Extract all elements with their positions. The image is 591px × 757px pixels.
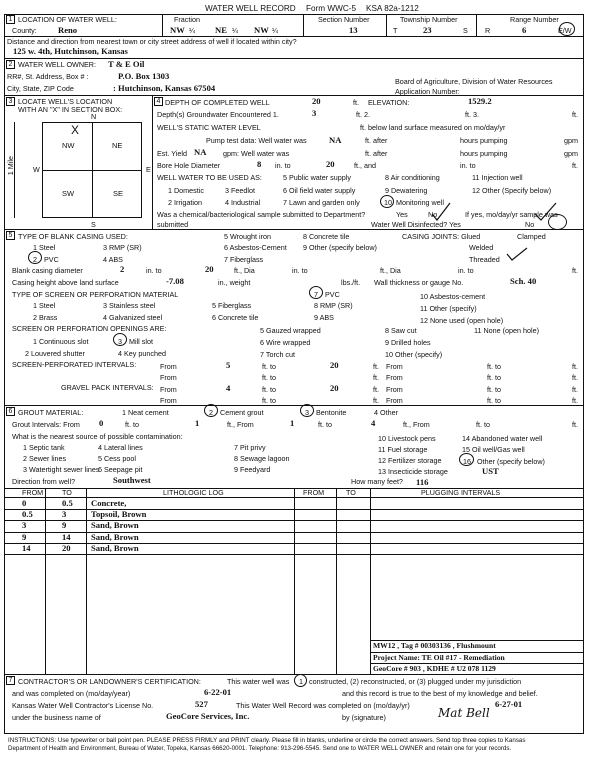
lithologic-log-header: LITHOLOGIC LOG (163, 488, 224, 497)
openings-label: SCREEN OR PERFORATION OPENINGS ARE: (12, 324, 167, 333)
address-label: RR#, St. Address, Box # : (7, 72, 89, 81)
elevation-value: 1529.2 (468, 96, 492, 106)
checkmarks (430, 200, 580, 224)
bore-value: 8 (257, 159, 262, 169)
locate-label-1: LOCATE WELL'S LOCATION (18, 97, 113, 106)
casing-label: TYPE OF BLANK CASING USED: (18, 232, 128, 241)
locate-label-2: WITH AN "X" IN SECTION BOX: (18, 105, 123, 114)
county-value: Reno (58, 25, 78, 35)
section-4-number: 4 (154, 97, 163, 106)
openings-mill-slot: Mill slot (129, 337, 153, 346)
ksa-number: KSA 82a-1212 (366, 4, 419, 13)
blank-diameter-value: 2 (120, 264, 125, 274)
mile-label: 1 Mile (5, 156, 15, 176)
fraction-label: Fraction (174, 15, 200, 24)
log-row-description: Sand, Brown (91, 542, 139, 553)
use-10-label: Monitoring well (396, 198, 444, 207)
log-row-from: 0.5 (22, 509, 33, 520)
log-row-description: Topsoil, Brown (91, 509, 147, 520)
feet-value: 116 (416, 477, 429, 487)
range-ew: E/W (558, 26, 572, 35)
log-row-to: 0.5 (62, 498, 73, 508)
screen-to-value: 20 (330, 360, 339, 370)
log-row-from: 3 (22, 520, 27, 531)
elevation-label: ELEVATION: (368, 98, 410, 107)
city-value: : Hutchinson, Kansas 67504 (113, 83, 216, 93)
distance-label: Distance and direction from nearest town or city street address of well if located within city? (7, 37, 297, 46)
constructed-circle (294, 674, 307, 687)
completed-value: 6-22-01 (204, 687, 232, 697)
grout-label: GROUT MATERIAL: (18, 408, 84, 417)
disinfected-label: Water Well Disinfected? Yes (371, 220, 461, 229)
instructions-line-1: INSTRUCTIONS: Use typewriter or ball point pen. PLEASE PRESS FIRMLY and PRINT clearly. Please fill in blanks, underline or circle the correct answers. Send top three copies to Kansas (8, 737, 526, 744)
direction-label: Direction from well? (12, 477, 76, 486)
section-2-number: 2 (6, 60, 15, 69)
log-row-description: Sand, Brown (91, 520, 139, 531)
pump-test-label: Pump test data: Well water was (206, 136, 307, 145)
log-row-divider (4, 554, 584, 555)
grout-bentonite: Bentonite (316, 408, 347, 417)
log-row-from: 0 (22, 498, 27, 508)
screen-pvc: PVC (325, 290, 340, 299)
openings-mill-slot-circle (113, 333, 127, 346)
section-number-value: 13 (349, 25, 358, 35)
blank-diameter-label: Blank casing diameter (12, 266, 83, 275)
section-7-number: 7 (6, 676, 15, 685)
gravel-to-value: 20 (330, 383, 339, 393)
yield-label: Est. Yield (157, 149, 187, 158)
bore-to-value: 20 (326, 159, 335, 169)
section-5-number: 5 (6, 231, 15, 240)
fraction-nw1: NW (170, 25, 185, 35)
depth-value: 20 (312, 96, 321, 106)
fraction-ne: NE (215, 25, 227, 35)
grout-cement-circle (204, 404, 218, 417)
range-value: 6 (522, 25, 527, 35)
grout-to-value: 1 (195, 418, 200, 428)
chem-label: Was a chemical/bacteriological sample submitted to Department? (157, 210, 366, 219)
casing-pvc-circle (28, 251, 42, 264)
license-value: 527 (195, 699, 208, 709)
groundwater-value: 3 (312, 108, 317, 118)
section-3-number: 3 (6, 97, 15, 106)
business-value: GeoCore Services, Inc. (166, 711, 250, 721)
township-value: 23 (423, 25, 432, 35)
form-title: WATER WELL RECORD (205, 4, 296, 13)
groundwater-label: Depth(s) Groundwater Encountered 1. (157, 110, 279, 119)
business-label: under the business name of (12, 713, 101, 722)
city-label: City, State, ZIP Code (7, 84, 74, 93)
threaded-checkmark (505, 246, 529, 262)
completed-label: and was completed on (mo/day/year) (12, 689, 131, 698)
plugging-header: PLUGGING INTERVALS (421, 488, 501, 497)
gravel-pack-label: GRAVEL PACK INTERVALS: (61, 383, 154, 392)
record-date-value: 6-27-01 (495, 699, 523, 709)
gravel-from-value: 4 (226, 383, 231, 393)
contamination-other-circle (459, 453, 474, 466)
log-row-from: 14 (22, 542, 31, 553)
contamination-other: Other (specify below) (477, 457, 545, 466)
form-number: Form WWC-5 (306, 4, 357, 13)
section-number-label: Section Number (318, 15, 370, 24)
address-value: P.O. Box 1303 (118, 71, 170, 81)
grout-cement: Cement grout (220, 408, 264, 417)
fraction-nw2: NW (254, 25, 269, 35)
log-note-2: Project Name: TE Oil #17 - Remediation (373, 653, 505, 662)
gauge-value: Sch. 40 (510, 276, 537, 286)
location-x-mark: X (71, 123, 80, 137)
owner-value: T & E Oil (108, 59, 145, 69)
contamination-ust: UST (482, 466, 499, 476)
casing-pvc: PVC (44, 255, 59, 264)
section-1-number: 1 (6, 15, 15, 24)
static-level-label: WELL'S STATIC WATER LEVEL (157, 123, 261, 132)
county-label: County: (12, 26, 37, 35)
screen-material-label: TYPE OF SCREEN OR PERFORATION MATERIAL (12, 290, 179, 299)
township-label: Township Number (400, 15, 458, 24)
grout-intervals-label: Grout Intervals: From (12, 420, 80, 429)
use-10-circle (380, 195, 394, 208)
certification-label: CONTRACTOR'S OR LANDOWNER'S CERTIFICATION: (18, 677, 201, 686)
range-label: Range Number (510, 15, 559, 24)
log-row-to: 9 (62, 520, 67, 531)
direction-value: Southwest (113, 475, 151, 485)
log-note-3: GeoCore # 903 , KDHE # U2 078 1129 (373, 664, 496, 673)
board-text: Board of Agriculture, Division of Water Resources (395, 77, 553, 86)
screen-from-value: 5 (226, 360, 231, 370)
grout-to2-value: 4 (371, 418, 376, 428)
casing-height-value: -7.08 (166, 276, 184, 286)
grout-bentonite-circle (300, 404, 314, 417)
range-w-circle (559, 22, 575, 36)
application-label: Application Number: (395, 87, 460, 96)
instructions-line-2: Department of Health and Environment, Bureau of Water, Topeka, Kansas 66620-0001. Telephone: 913-296-5545. Send one to WATER WELL OWNER and retain one for your records. (8, 745, 512, 752)
screen-intervals-label: SCREEN-PERFORATED INTERVALS: (12, 360, 137, 369)
log-row-description: Sand, Brown (91, 531, 139, 542)
use-label: WELL WATER TO BE USED AS: (157, 173, 262, 182)
grout-from-value: 0 (99, 418, 104, 428)
yield-value: NA (194, 147, 207, 157)
gauge-label: Wall thickness or gauge No. (374, 278, 464, 287)
grout-from2-value: 1 (290, 418, 295, 428)
signature: Mat Bell (438, 706, 490, 720)
license-label: Kansas Water Well Contractor's License No. (12, 701, 154, 710)
owner-label: WATER WELL OWNER: (18, 60, 96, 69)
section-6-number: 6 (6, 407, 15, 416)
contamination-label: What is the nearest source of possible contamination: (12, 432, 183, 441)
location-label: LOCATION OF WATER WELL: (18, 15, 117, 24)
log-row-description: Concrete, (91, 498, 127, 508)
casing-height-label: Casing height above land surface (12, 278, 119, 287)
bore-label: Bore Hole Diameter (157, 161, 221, 170)
screen-pvc-circle (309, 286, 323, 299)
log-row-to: 14 (62, 531, 71, 542)
blank-to-value: 20 (205, 264, 214, 274)
log-row-to: 3 (62, 509, 67, 520)
pump-test-value: NA (329, 135, 342, 145)
log-note-1: MW12 , Tag # 00303136 , Flushmount (373, 641, 496, 650)
log-row-to: 20 (62, 542, 71, 553)
feet-label: How many feet? (351, 477, 403, 486)
casing-joints-label: CASING JOINTS: Glued (402, 232, 481, 241)
depth-label: DEPTH OF COMPLETED WELL (165, 98, 270, 107)
distance-value: 125 w. 4th, Hutchinson, Kansas (13, 46, 128, 56)
log-row-from: 9 (22, 531, 27, 542)
